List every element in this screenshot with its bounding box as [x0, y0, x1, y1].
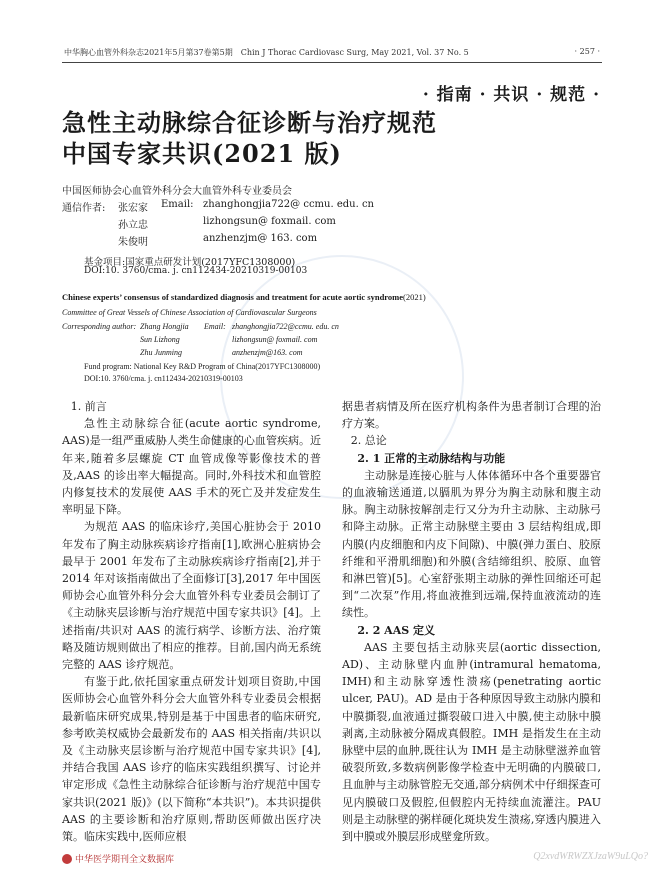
article-title-line-1: 急性主动脉综合征诊断与治疗规范	[62, 108, 437, 137]
body-paragraph: 主动脉是连接心脏与人体体循环中各个重要器官的血液输送通道,以膈肌为界分为胸主动脉和腹主动脉。胸主动脉按解剖走行又分为升主动脉、主动脉弓和降主动脉。正常主动脉壁主要由 3 层结构组成,即内膜(内皮细胞和内皮下间隙)、中膜(弹力蛋白、胶原纤维和平滑肌细胞)和外膜(含结缔组织、胶原、血管和淋巴管)[5]。心室舒张期主动脉的弹性回缩还可起到“二次泵”作用,将血液推到远端,保持血液流动的连续性。	[342, 468, 601, 620]
body-paragraph: 据患者病情及所在医疗机构条件为患者制订合理的治疗方案。	[342, 400, 601, 431]
doi-cn: DOI:10. 3760/cma. j. cn112434-20210319-00103	[84, 266, 308, 276]
database-logo-text: 中华医学期刊全文数据库	[75, 855, 175, 865]
author-email-en: zhanghongjia722@ccmu. edu. cn	[232, 322, 339, 331]
author-email-cn: lizhongsun@ foxmail. com	[203, 216, 336, 227]
article-title-en-year: (2021)	[403, 292, 426, 302]
author-name-en: Zhang Hongjia	[140, 322, 189, 331]
body-column-left	[62, 398, 321, 845]
author-name-en: Sun Lizhong	[140, 335, 180, 344]
author-email-en: lizhongsun@ foxmail. com	[232, 335, 318, 344]
corner-watermark-code: Q2xvdWRWZXJzaW9uLQo?	[533, 851, 648, 862]
subsection-heading: 2. 2 AAS 定义	[357, 623, 436, 637]
author-email-cn: zhanghongjia722@ ccmu. edu. cn	[203, 199, 374, 210]
section-heading: 2. 总论	[350, 434, 387, 448]
body-paragraph: 为规范 AAS 的临床诊疗,美国心脏协会于 2010 年发布了胸主动脉疾病诊疗指南[1],欧洲心脏病协会最早于 2001 年发布了主动脉疾病诊疗指南[2],并于 2014 年对该指南做出了全面修订[3],2017 年中国医师协会心血管外科分会大血管外科专业委员会制订了《主动脉夹层诊断与治疗规范中国专家共识》[4]。上述指南/共识对 AAS 的流行病学、诊断方法、治疗策略及随访规则做出了相应的推荐。目前,国内尚无系统完整的 AAS 诊疗规范。	[62, 520, 321, 672]
article-title-line-2: 中国专家共识(2021 版)	[62, 139, 342, 168]
article-title-en	[62, 292, 426, 302]
fund-program-cn: 基金项目:国家重点研发计划(2017YFC1308000)	[84, 257, 296, 268]
corresponding-label-en: Corresponding author:	[62, 322, 137, 331]
database-logo	[62, 852, 174, 865]
doi-en: DOI:10. 3760/cma. j. cn112434-20210319-00103	[84, 374, 243, 383]
author-email-cn: anzhenzjm@ 163. com	[203, 233, 318, 244]
page-number: · 257 ·	[574, 47, 600, 56]
article-title-en-text: Chinese experts’ consensus of standardized diagnosis and treatment for acute aortic syndrome	[62, 292, 404, 302]
fund-program-en: Fund program: National Key R&D Program of China(2017YFC1308000)	[84, 362, 321, 371]
author-name-cn: 张宏家	[118, 203, 148, 214]
section-heading: 1. 前言	[70, 400, 107, 413]
body-column-right	[342, 398, 601, 845]
author-name-cn: 朱俊明	[118, 237, 148, 248]
section-rubric: · 指南 · 共识 · 规范 ·	[422, 85, 600, 105]
subsection-heading: 2. 1 正常的主动脉结构与功能	[357, 451, 506, 465]
author-organization-en: Committee of Great Vessels of Chinese Association of Cardiovascular Surgeons	[62, 308, 317, 317]
author-name-cn: 孙立忠	[118, 220, 148, 231]
author-organization-cn: 中国医师协会心血管外科分会大血管外科专业委员会	[62, 186, 292, 197]
corresponding-label-cn: 通信作者:	[62, 203, 106, 214]
email-label-en: Email:	[204, 322, 226, 331]
author-email-en: anzhenzjm@163. com	[232, 348, 303, 357]
body-paragraph: 急性主动脉综合征(acute aortic syndrome, AAS)是一组严重威胁人类生命健康的心血管疾病。近年来,随着多层螺旋 CT 血管成像等影像技术的普及,AAS 的诊出率大幅提高。同时,外科技术和血管腔内修复技术的发展使 AAS 手术的死亡及并发症发生率明显下降。	[62, 417, 321, 517]
body-paragraph: 有鉴于此,依托国家重点研发计划项目资助,中国医师协会心血管外科分会大血管外科专业委员会根据最新临床研究成果,特别是基于中国患者的临床研究,参考欧美权威协会最新发布的 AAS 相关指南/共识以及《主动脉夹层诊断与治疗规范中国专家共识》[4],并结合我国 AAS 诊疗的临床实践组织撰写、讨论并审定形成《急性主动脉综合征诊断与治疗规范中国专家共识(2021 版)》(以下简称“本共识”)。本共识提供 AAS 的主要诊断和治疗原则,帮助医师做出医疗决策。临床实践中,医师应根	[62, 675, 321, 844]
running-header: 中华胸心血管外科杂志2021年5月第37卷第5期 Chin J Thorac Cardiovasc Surg, May 2021, Vol. 37 No. 5	[64, 48, 469, 57]
body-paragraph: AAS 主要包括主动脉夹层(aortic dissection, AD)、主动脉壁内血肿(intramural hematoma, IMH)和主动脉穿透性溃疡(penetrating aortic ulcer, PAU)。AD 是由于各种原因导致主动脉内膜和中膜撕裂,血液通过撕裂破口进入中膜,使主动脉中膜剥离,主动脉被分隔成真假腔。IMH 是指发生在主动脉壁中层的血肿,既往认为 IMH 是主动脉壁滋养血管破裂所致,多数病例影像学检查中无明确的内膜破口,且血肿与主动脉管腔无交通,部分病例术中仔细探查可见内膜破口及假腔,但假腔内无持续血流灌注。PAU 则是主动脉壁的粥样硬化斑块发生溃疡,穿透内膜进入到中膜或外膜层形成壁龛所致。	[342, 640, 601, 844]
author-name-en: Zhu Junming	[140, 348, 182, 357]
header-rule	[62, 62, 602, 63]
database-logo-icon	[62, 854, 72, 864]
email-label-cn: Email:	[161, 199, 194, 210]
